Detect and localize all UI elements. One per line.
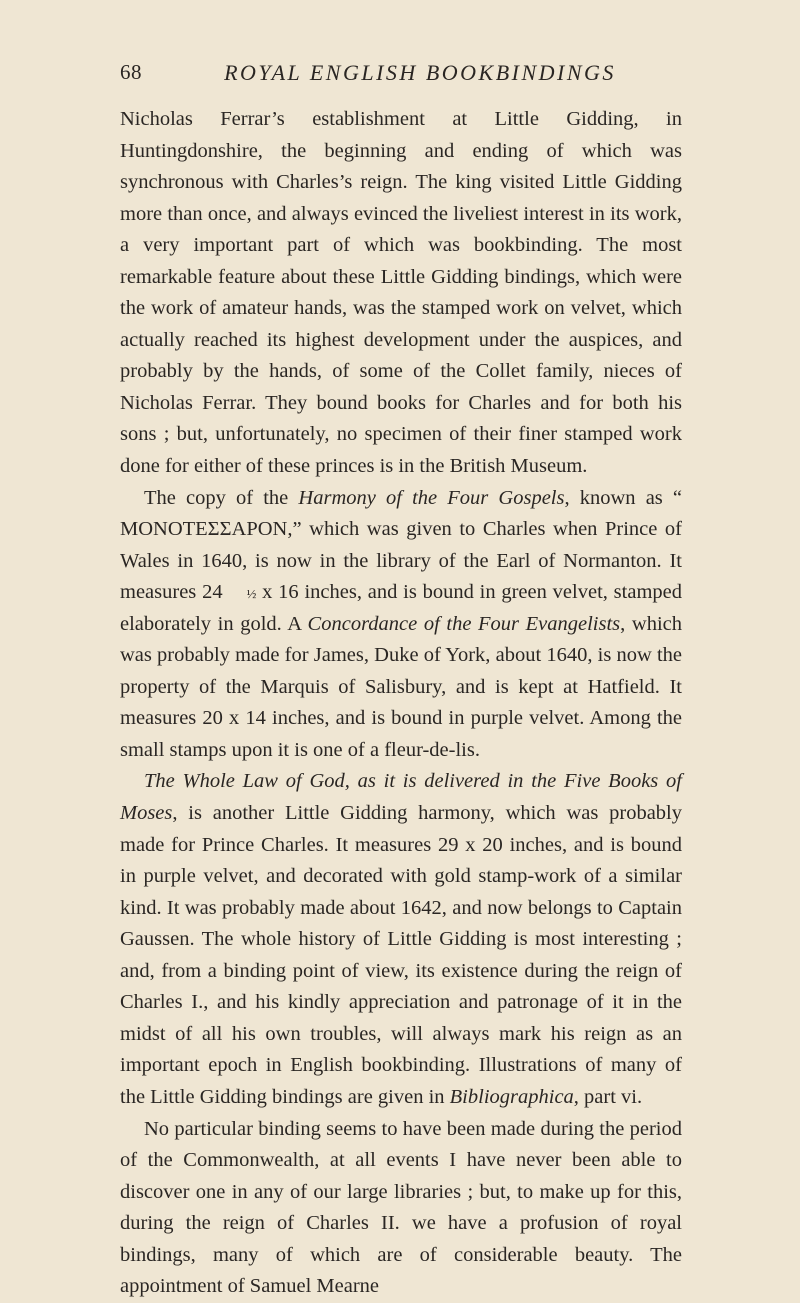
running-title: ROYAL ENGLISH BOOKBINDINGS <box>224 60 616 85</box>
paragraph <box>120 1114 682 1303</box>
italic-title: The Whole Law of God, as it is delivered in the Five Books of Moses <box>120 770 682 825</box>
fraction: ½ <box>246 586 257 601</box>
text-run: No particular binding seems to have been made during the period of the Commonwealth, at all events I have never been able to discover one in any of our large libraries ; but, to make up for this, during the reign of Charles II. we have a profusion of royal bindings, many of which are of considerable beauty. The appointment of Samuel Mearne <box>120 1117 682 1298</box>
paragraph <box>120 483 682 767</box>
italic-title: Concordance of the Four Evangelists <box>307 612 621 635</box>
italic-title: Bibliographica <box>449 1085 574 1108</box>
text-run: , is another Little Gidding harmony, which was probably made for Prince Charles. It measures 29 x 20 inches, and is bound in purple velvet, and decorated with gold stamp-work of a similar kind. It was probably made about 1642, and now belongs to Captain Gaussen. The whole history of Little Gidding is most interesting ; and, from a binding point of view, its existence during the reign of Charles I., and his kindly appreciation and patronage of it in the midst of all his own troubles, will always mark his reign as an important epoch in English bookbinding. Illustrations of many of the Little Gidding bindings are given in <box>120 802 682 1108</box>
text-run: Nicholas Ferrar’s establishment at Little Gidding, in Huntingdonshire, the beginning and ending of which was synchronous with Charles’s reign. The king visited Little Gidding more than once, and always evinced the liveliest interest in its work, a very important part of which was bookbinding. The most remarkable feature about these Little Gidding bindings, which were the work of amateur hands, was the stamped work on velvet, which actually reached its highest development under the auspices, and probably by the hands, of some of the Collet family, nieces of Nicholas Ferrar. They bound books for Charles and for both his sons ; but, unfortunately, no specimen of their finer stamped work done for either of these princes is in the British Museum. <box>120 108 682 478</box>
text-run: , which was probably made for James, Duke of York, about 1640, is now the property of the Marquis of Salisbury, and is kept at Hatfield. It measures 20 x 14 inches, and is bound in purple velvet. Among the small stamps upon it is one of a fleur-de-lis. <box>120 612 682 761</box>
text-run: The copy of the <box>144 486 299 509</box>
italic-title: Harmony of the Four Gospels <box>298 486 565 509</box>
paragraph <box>120 766 682 1113</box>
page-number: 68 <box>120 60 142 84</box>
text-run: , known as “ MONOTEΣΣAPON,” which was given to Charles when Prince of Wales in 1640, is now in the library of the Earl of Normanton. It measures 24 <box>120 486 683 604</box>
page-header <box>120 60 680 92</box>
text-run: , part vi. <box>573 1085 643 1108</box>
paragraph <box>120 104 682 483</box>
text-run: x 16 inches, and is bound in green velvet, stamped elaborately in gold. A <box>120 581 682 635</box>
body-text <box>120 104 682 1303</box>
